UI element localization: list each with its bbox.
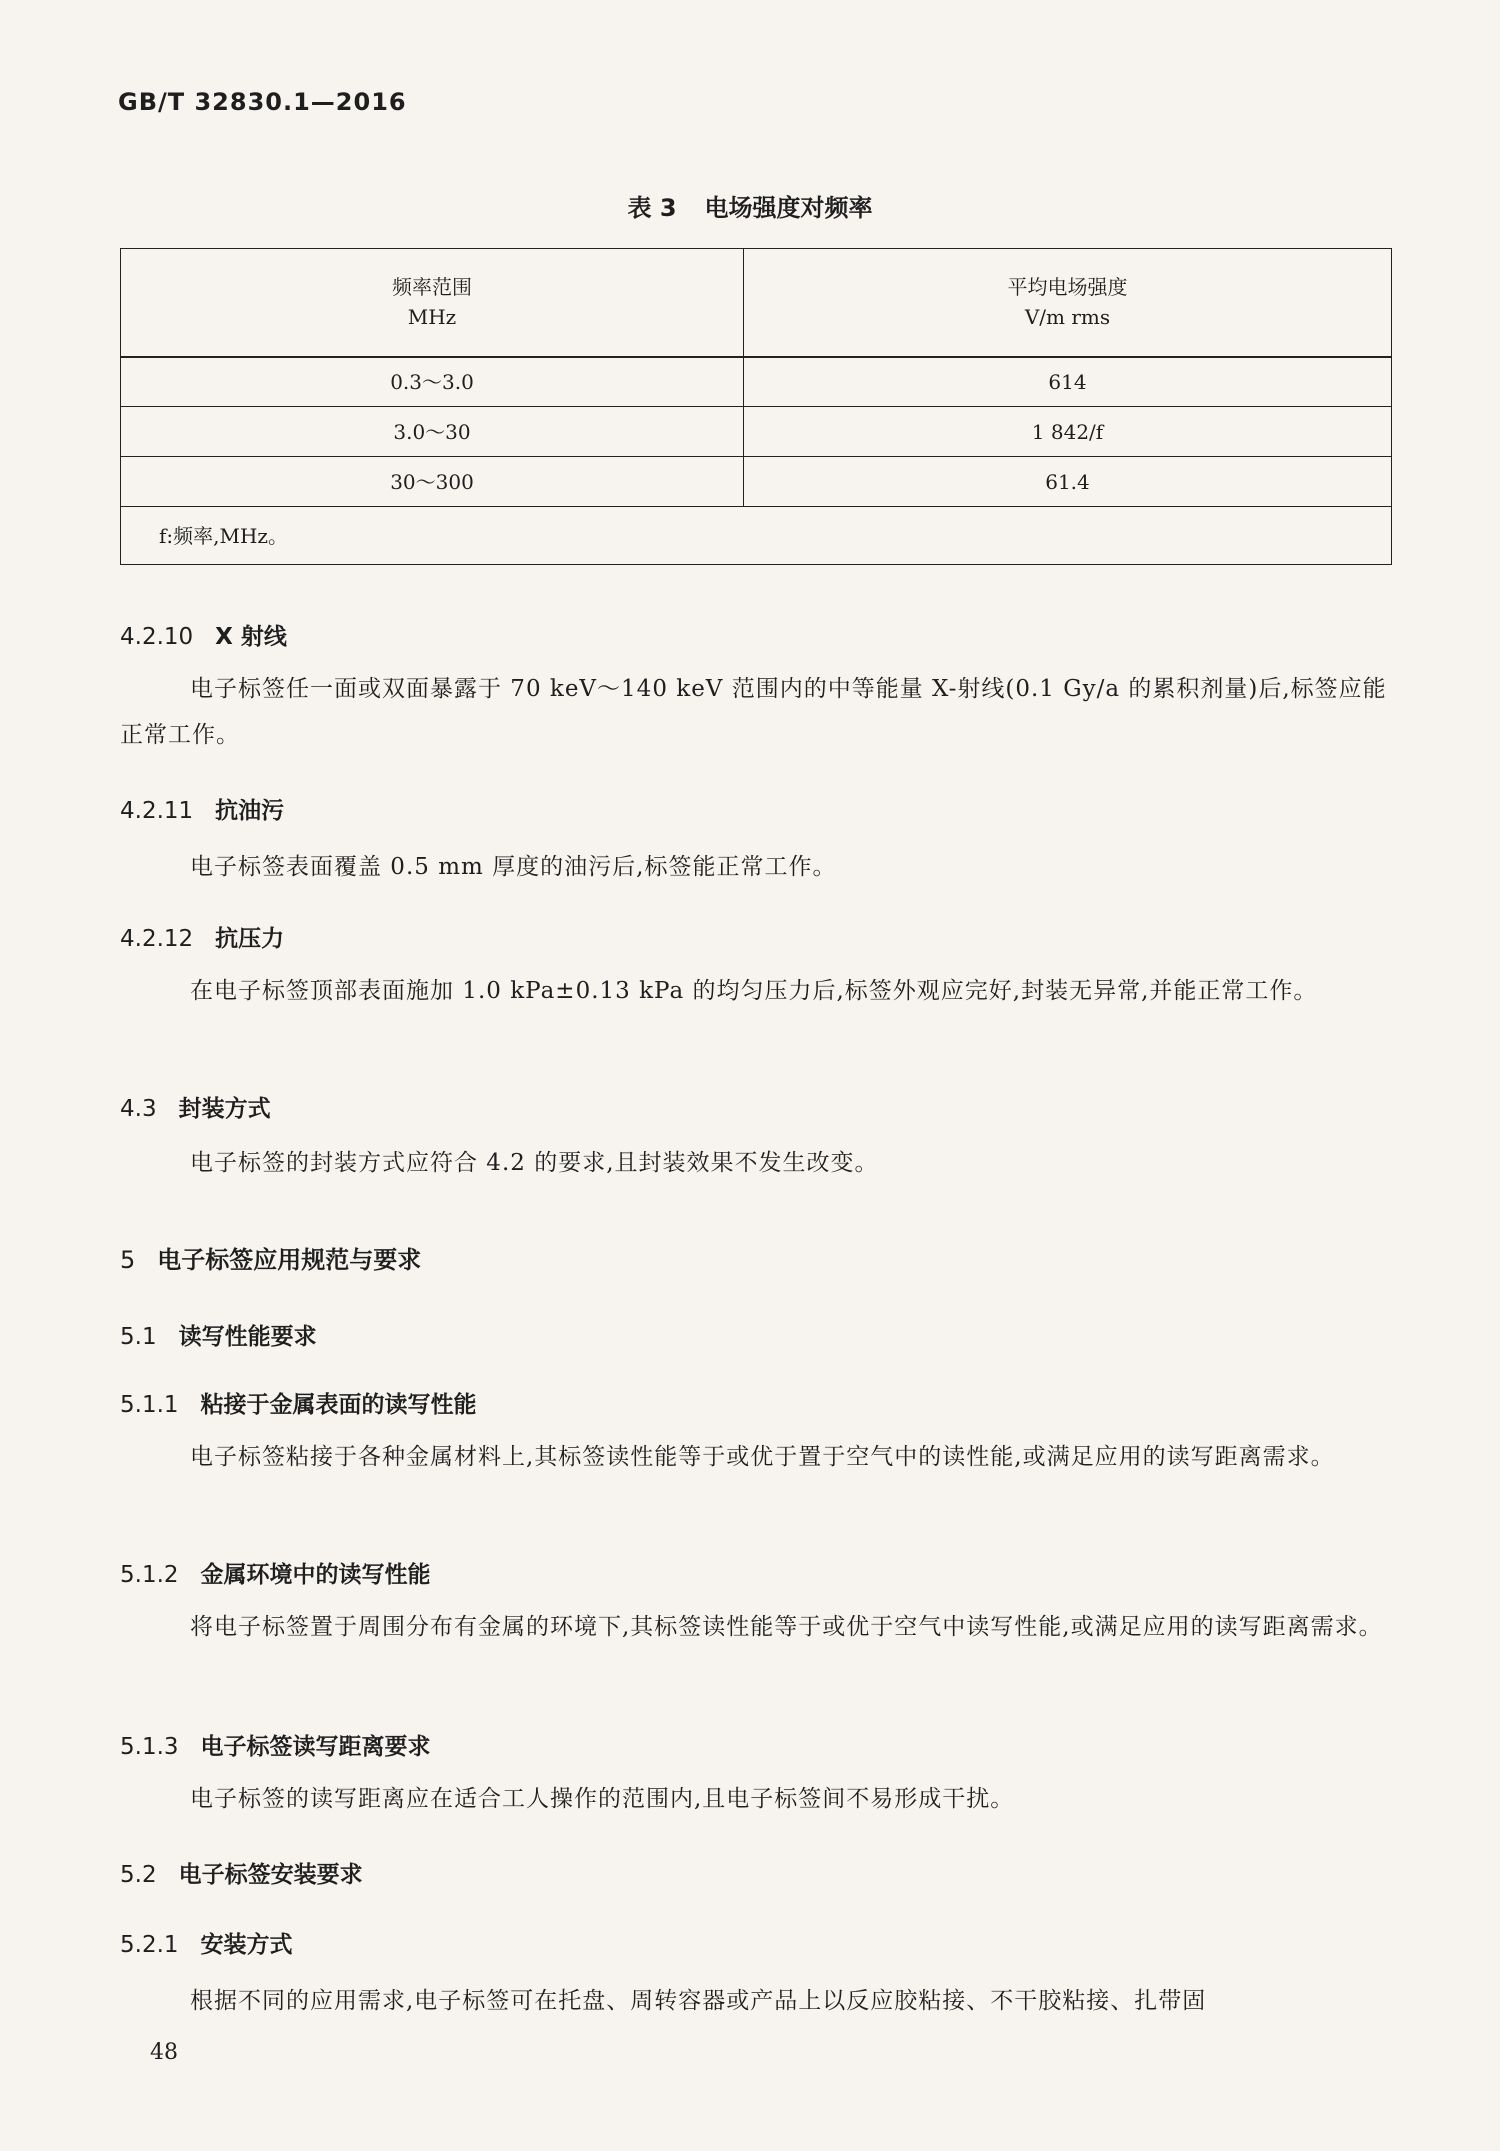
header-unit: MHz (407, 305, 457, 330)
header-unit: V/m rms (1024, 305, 1111, 330)
section-number: 5.2.1 (120, 1932, 179, 1958)
section-number: 5.2 (120, 1862, 157, 1888)
table-note-row (121, 507, 1392, 565)
section-number: 4.2.10 (120, 624, 194, 650)
heading-5-1 (120, 1318, 317, 1351)
heading-5 (120, 1240, 421, 1275)
section-title: 电子标签应用规范与要求 (157, 1246, 422, 1274)
section-number: 4.3 (120, 1096, 157, 1122)
section-title: 电子标签安装要求 (178, 1862, 363, 1888)
cell-field-strength: 614 (744, 357, 1392, 407)
section-number: 5.1.3 (120, 1734, 179, 1760)
section-number: 5.1.1 (120, 1392, 179, 1418)
section-number: 4.2.12 (120, 926, 194, 952)
section-title: 粘接于金属表面的读写性能 (200, 1392, 477, 1418)
section-number: 5.1.2 (120, 1562, 179, 1588)
table-caption (0, 188, 1500, 223)
paragraph-4-2-11: 电子标签表面覆盖 0.5 mm 厚度的油污后,标签能正常工作。 (190, 854, 837, 880)
heading-5-2-1 (120, 1926, 293, 1959)
header-average-field-strength (744, 249, 1392, 357)
cell-frequency-range: 0.3～3.0 (121, 357, 744, 407)
heading-5-1-3 (120, 1728, 431, 1761)
section-title: X 射线 (215, 624, 287, 650)
table-row (121, 357, 1392, 407)
heading-4-3 (120, 1090, 271, 1123)
section-number: 5.1 (120, 1324, 157, 1350)
section-title: 金属环境中的读写性能 (200, 1562, 431, 1588)
paragraph-5-2-1: 根据不同的应用需求,电子标签可在托盘、周转容器或产品上以反应胶粘接、不干胶粘接、扎带固 (190, 1988, 1207, 2014)
heading-4-2-12 (120, 920, 284, 953)
table-caption-title: 电场强度对频率 (704, 194, 873, 222)
section-number: 4.2.11 (120, 798, 194, 824)
paragraph-5-1-3: 电子标签的读写距离应在适合工人操作的范围内,且电子标签间不易形成干扰。 (190, 1786, 1015, 1812)
table-header-row (121, 249, 1392, 357)
heading-5-1-1 (120, 1386, 477, 1419)
paragraph-5-1-1: 电子标签粘接于各种金属材料上,其标签读性能等于或优于置于空气中的读性能,或满足应用的读写距离需求。 (190, 1444, 1335, 1470)
cell-frequency-range: 30～300 (121, 457, 744, 507)
heading-5-1-2 (120, 1556, 431, 1589)
heading-5-2 (120, 1856, 363, 1889)
paragraph-4-3: 电子标签的封装方式应符合 4.2 的要求,且封装效果不发生改变。 (190, 1150, 879, 1176)
field-strength-table (120, 248, 1392, 565)
section-title: 读写性能要求 (178, 1324, 317, 1350)
heading-4-2-10 (120, 618, 287, 651)
table-caption-number: 表 3 (627, 194, 677, 222)
section-number: 5 (120, 1246, 136, 1274)
cell-frequency-range: 3.0～30 (121, 407, 744, 457)
paragraph-4-2-12: 在电子标签顶部表面施加 1.0 kPa±0.13 kPa 的均匀压力后,标签外观应完好,封装无异常,并能正常工作。 (190, 978, 1318, 1004)
table-row (121, 407, 1392, 457)
table-row (121, 457, 1392, 507)
standard-code: GB/T 32830.1—2016 (118, 88, 407, 116)
paragraph-5-1-2: 将电子标签置于周围分布有金属的环境下,其标签读性能等于或优于空气中读写性能,或满足应用的读写距离需求。 (190, 1614, 1383, 1640)
page-number: 48 (150, 2040, 178, 2065)
header-label: 频率范围 (392, 275, 472, 300)
table-note: f:频率,MHz。 (121, 507, 1392, 565)
section-title: 抗压力 (215, 926, 285, 952)
paragraph-4-2-10: 电子标签任一面或双面暴露于 70 keV～140 keV 范围内的中等能量 X-射线(0.1 Gy/a 的累积剂量)后,标签应能正常工作。 (120, 676, 1387, 748)
section-title: 封装方式 (178, 1096, 271, 1122)
header-frequency-range (121, 249, 744, 357)
cell-field-strength: 1 842/f (744, 407, 1392, 457)
section-title: 电子标签读写距离要求 (200, 1734, 431, 1760)
cell-field-strength: 61.4 (744, 457, 1392, 507)
header-label: 平均电场强度 (1007, 275, 1128, 300)
heading-4-2-11 (120, 792, 284, 825)
section-title: 抗油污 (215, 798, 285, 824)
section-title: 安装方式 (200, 1932, 293, 1958)
